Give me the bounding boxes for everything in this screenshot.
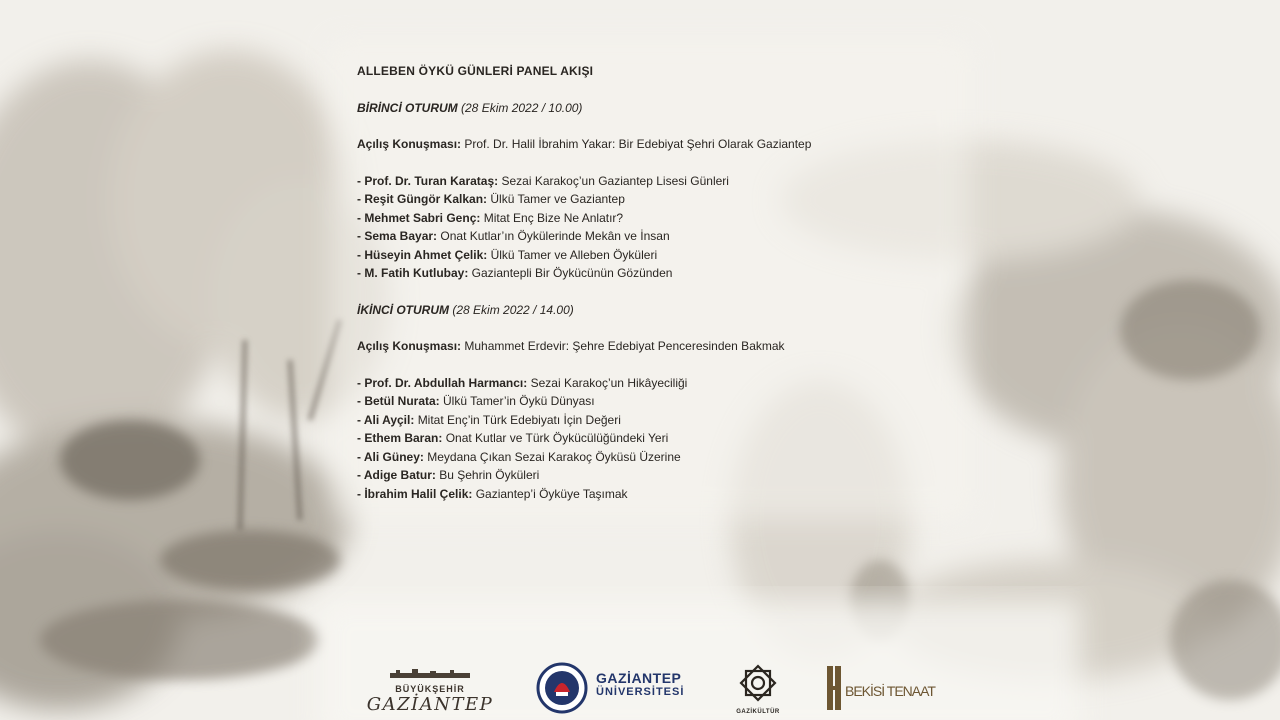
list-item xyxy=(357,429,977,448)
topic: Ülkü Tamer ve Alleben Öyküleri xyxy=(490,247,658,262)
gaziantep-metropolitan-logo xyxy=(360,666,500,715)
page-title: ALLEBEN ÖYKÜ GÜNLERİ PANEL AKIŞI xyxy=(357,64,594,78)
topic: Ülkü Tamer ve Gaziantep xyxy=(490,192,625,206)
topic: Mitat Enç Bize Ne Anlatır? xyxy=(483,210,624,225)
session-datetime: (28 Ekim 2022 / 14.00) xyxy=(452,302,574,317)
topic: Meydana Çıkan Sezai Karakoç Öyküsü Üzerine xyxy=(427,449,681,464)
topic: Gaziantep’i Öyküye Taşımak xyxy=(475,486,628,501)
speaker: - Ali Güney: xyxy=(357,449,424,464)
topic: Sezai Karakoç’un Gaziantep Lisesi Günleri xyxy=(501,173,729,188)
session-heading-second xyxy=(357,301,977,320)
university-name xyxy=(596,670,684,698)
speaker: - İbrahim Halil Çelik: xyxy=(357,486,473,501)
gaziantep-university-logo xyxy=(536,662,716,714)
list-item xyxy=(357,466,977,485)
topic: Gaziantepli Bir Öykücünün Gözünden xyxy=(471,266,673,280)
speaker: - Prof. Dr. Abdullah Harmancı: xyxy=(357,375,528,390)
session-name: İKİNCİ OTURUM xyxy=(357,302,449,317)
speaker: - Ali Ayçil: xyxy=(357,412,415,427)
speaker: - M. Fatih Kutlubay: xyxy=(357,266,469,280)
speaker: - Adige Batur: xyxy=(357,468,436,482)
university-seal-icon xyxy=(536,662,588,714)
opening-speech-first xyxy=(357,135,977,154)
list-item xyxy=(357,209,977,228)
list-item xyxy=(357,246,977,265)
logo-big-text: GAZİANTEP xyxy=(366,694,494,715)
opening-text: Prof. Dr. Halil İbrahim Yakar: Bir Edebiyat Şehri Olarak Gaziantep xyxy=(464,137,812,151)
list-item xyxy=(357,374,977,393)
talk-list-first xyxy=(357,172,977,283)
star-ornament-icon xyxy=(732,660,784,706)
opening-label: Açılış Konuşması: xyxy=(357,137,462,151)
list-item xyxy=(357,190,977,209)
topic: Sezai Karakoç’un Hikâyeciliği xyxy=(530,375,688,390)
speaker: - Ethem Baran: xyxy=(357,431,443,445)
topic: Ülkü Tamer’in Öykü Dünyası xyxy=(443,394,595,408)
skyline-icon xyxy=(360,667,500,679)
list-item xyxy=(357,227,977,246)
list-item xyxy=(357,485,977,504)
list-item xyxy=(357,448,977,467)
opening-label: Açılış Konuşması: xyxy=(357,339,462,353)
list-item xyxy=(357,392,977,411)
bekisi-logo-mark xyxy=(825,662,941,714)
panel-program xyxy=(357,62,977,521)
bekisi-logo xyxy=(825,662,941,714)
list-item xyxy=(357,264,977,283)
university-line1: GAZİANTEP xyxy=(596,670,682,686)
speaker: - Sema Bayar: xyxy=(357,229,438,243)
bekisi-logo-text: BEKİSİ TENAAT xyxy=(845,683,935,699)
session-name: BİRİNCİ OTURUM xyxy=(357,100,458,115)
speaker: - Mehmet Sabri Genç: xyxy=(357,210,481,225)
gazikultur-logo xyxy=(732,660,784,716)
talk-list-second xyxy=(357,374,977,504)
session-heading-first xyxy=(357,99,977,118)
logo-small-text: BÜYÜKŞEHİR xyxy=(395,684,465,694)
topic: Mitat Enç’in Türk Edebiyatı İçin Değeri xyxy=(417,412,621,427)
opening-text: Muhammet Erdevir: Şehre Edebiyat Penceresinden Bakmak xyxy=(464,339,785,353)
topic: Onat Kutlar ve Türk Öykücülüğündeki Yeri xyxy=(445,431,669,445)
topic: Bu Şehrin Öyküleri xyxy=(439,468,540,482)
speaker: - Reşit Güngör Kalkan: xyxy=(357,192,488,206)
opening-speech-second xyxy=(357,337,977,356)
list-item xyxy=(357,411,977,430)
speaker: - Betül Nurata: xyxy=(357,394,440,408)
speaker: - Hüseyin Ahmet Çelik: xyxy=(357,247,488,262)
gazikultur-caption: GAZİKÜLTÜR xyxy=(736,709,780,715)
topic: Onat Kutlar’ın Öykülerinde Mekân ve İnsan xyxy=(440,229,670,243)
university-line2: ÜNİVERSİTESİ xyxy=(596,686,685,698)
sponsor-logos xyxy=(360,660,960,716)
speaker: - Prof. Dr. Turan Karataş: xyxy=(357,173,499,188)
session-datetime: (28 Ekim 2022 / 10.00) xyxy=(461,100,583,115)
list-item xyxy=(357,172,977,191)
